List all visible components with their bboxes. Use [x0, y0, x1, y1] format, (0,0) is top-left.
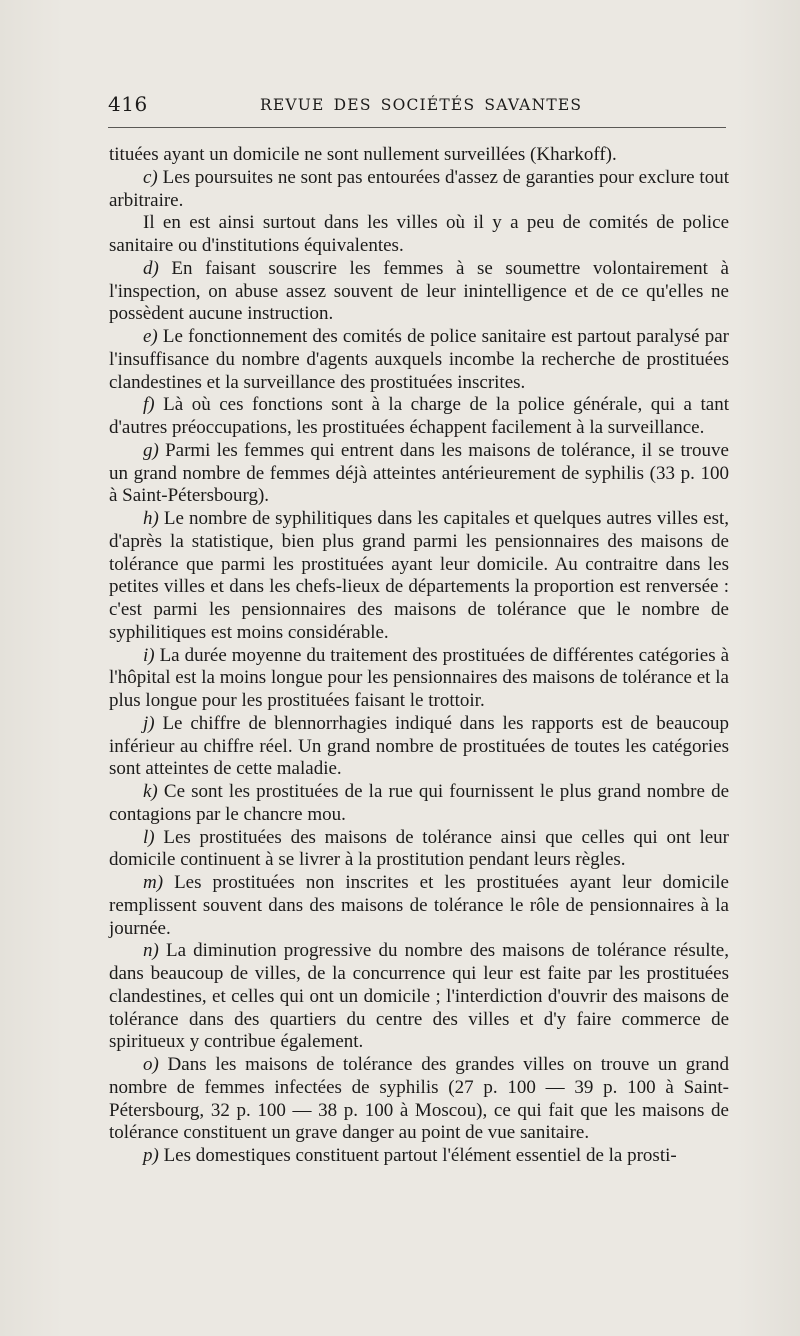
- item-marker: g): [143, 439, 159, 461]
- body-text: [109, 144, 729, 1168]
- paragraph: [109, 713, 729, 781]
- paragraph: [109, 1054, 729, 1145]
- item-marker: d): [143, 257, 159, 279]
- item-marker: l): [143, 826, 155, 848]
- paragraph-text: Le nombre de syphilitiques dans les capitales et quelques autres villes est, d'après la statistique, bien plus grand parmi les pensionnaires des maisons de tolérance que parmi les prostituées ayant leur domicile. Au contraitre dans les petites villes et dans les chefs-lieux de départements la proportion est renversée : c'est parmi les pensionnaires des maisons de tolérance que le nombre de syphilitiques est moins considérable.: [109, 508, 729, 643]
- paragraph: [109, 940, 729, 1054]
- paragraph-text: Les domestiques constituent partout l'élément essentiel de la prosti-: [158, 1145, 677, 1166]
- paragraph-text: Là où ces fonctions sont à la charge de la police générale, qui a tant d'autres préoccupations, les prostituées échappent facilement à la surveillance.: [109, 394, 729, 438]
- paragraph-text: Le fonctionnement des comités de police sanitaire est partout paralysé par l'insuffisance du nombre d'agents auxquels incombe la recherche de prostituées clandestines et la surveillance des prostituées inscrites.: [109, 326, 729, 393]
- paragraph: [109, 144, 729, 167]
- item-marker: f): [143, 394, 155, 416]
- paragraph: [109, 781, 729, 827]
- paragraph-text: Les poursuites ne sont pas entourées d'assez de garanties pour exclure tout arbitraire.: [109, 166, 729, 211]
- item-marker: e): [143, 326, 158, 347]
- item-marker: h): [143, 508, 159, 529]
- paragraph: [109, 508, 729, 645]
- item-marker: p): [143, 1145, 159, 1166]
- item-marker: c): [143, 166, 158, 188]
- paragraph: [109, 440, 729, 508]
- item-marker: k): [143, 781, 158, 802]
- running-title: REVUE DES SOCIÉTÉS SAVANTES: [260, 96, 583, 114]
- paragraph-text: Les prostituées non inscrites et les prostituées ayant leur domicile remplissent souvent dans des maisons de tolérance le rôle de pensionnaires à la journée.: [109, 872, 729, 939]
- paragraph: [109, 212, 729, 258]
- paragraph: [109, 394, 729, 440]
- paragraph-text: Les prostituées des maisons de tolérance ainsi que celles qui ont leur domicile continuent à se livrer à la prostitution pendant leurs règles.: [109, 826, 729, 871]
- page-header: [108, 88, 728, 118]
- paragraph: [109, 326, 729, 394]
- paragraph-text: Ce sont les prostituées de la rue qui fournissent le plus grand nombre de contagions par le chancre mou.: [109, 781, 729, 825]
- paragraph-text: Il en est ainsi surtout dans les villes où il y a peu de comités de police sanitaire ou d'institutions équivalentes.: [109, 212, 729, 256]
- paragraph-text: Dans les maisons de tolérance des grandes villes on trouve un grand nombre de femmes infectées de syphilis (27 p. 100 — 39 p. 100 à Saint-Pétersbourg, 32 p. 100 — 38 p. 100 à Moscou), ce qui fait que les maisons de tolérance constituent un grave danger au point de vue sanitaire.: [109, 1054, 729, 1144]
- paragraph: [109, 1145, 729, 1168]
- item-marker: m): [143, 872, 164, 893]
- paragraph-text: tituées ayant un domicile ne sont nullement surveillées (Kharkoff).: [109, 144, 617, 165]
- paragraph-text: La diminution progressive du nombre des maisons de tolérance résulte, dans beaucoup de villes, de la concurrence qui leur est faite par les prostituées clandestines, et celles qui ont un domicile ; l'interdiction d'ouvrir des maisons de tolérance dans des quartiers du centre des villes et d'y faire commerce de spiritueux y contribue également.: [109, 940, 729, 1053]
- paragraph: [109, 872, 729, 940]
- item-marker: n): [143, 940, 159, 962]
- paragraph: [109, 645, 729, 713]
- paragraph-text: Parmi les femmes qui entrent dans les maisons de tolérance, il se trouve un grand nombre de femmes déjà atteintes antérieurement de syphilis (33 p. 100 à Saint-Pétersbourg).: [109, 439, 729, 507]
- item-marker: i): [143, 644, 155, 666]
- paragraph: [109, 827, 729, 873]
- paragraph-text: La durée moyenne du traitement des prostituées de différentes catégories à l'hôpital est la moins longue pour les pensionnaires des maisons de tolérance et la plus longue pour les prostituées faisant le trottoir.: [109, 644, 729, 711]
- item-marker: j): [143, 712, 155, 734]
- page-number: 416: [108, 92, 148, 116]
- paragraph: [109, 167, 729, 213]
- header-rule: [108, 127, 726, 128]
- paragraph-text: En faisant souscrire les femmes à se soumettre volontairement à l'inspection, on abuse assez souvent de leur inintelligence et de ce qu'elles ne possèdent aucune instruction.: [109, 257, 729, 325]
- paragraph: [109, 258, 729, 326]
- item-marker: o): [143, 1054, 159, 1075]
- paragraph-text: Le chiffre de blennorrhagies indiqué dans les rapports est de beaucoup inférieur au chiffre réel. Un grand nombre de prostituées de toutes les catégories sont atteintes de cette maladie.: [109, 712, 729, 780]
